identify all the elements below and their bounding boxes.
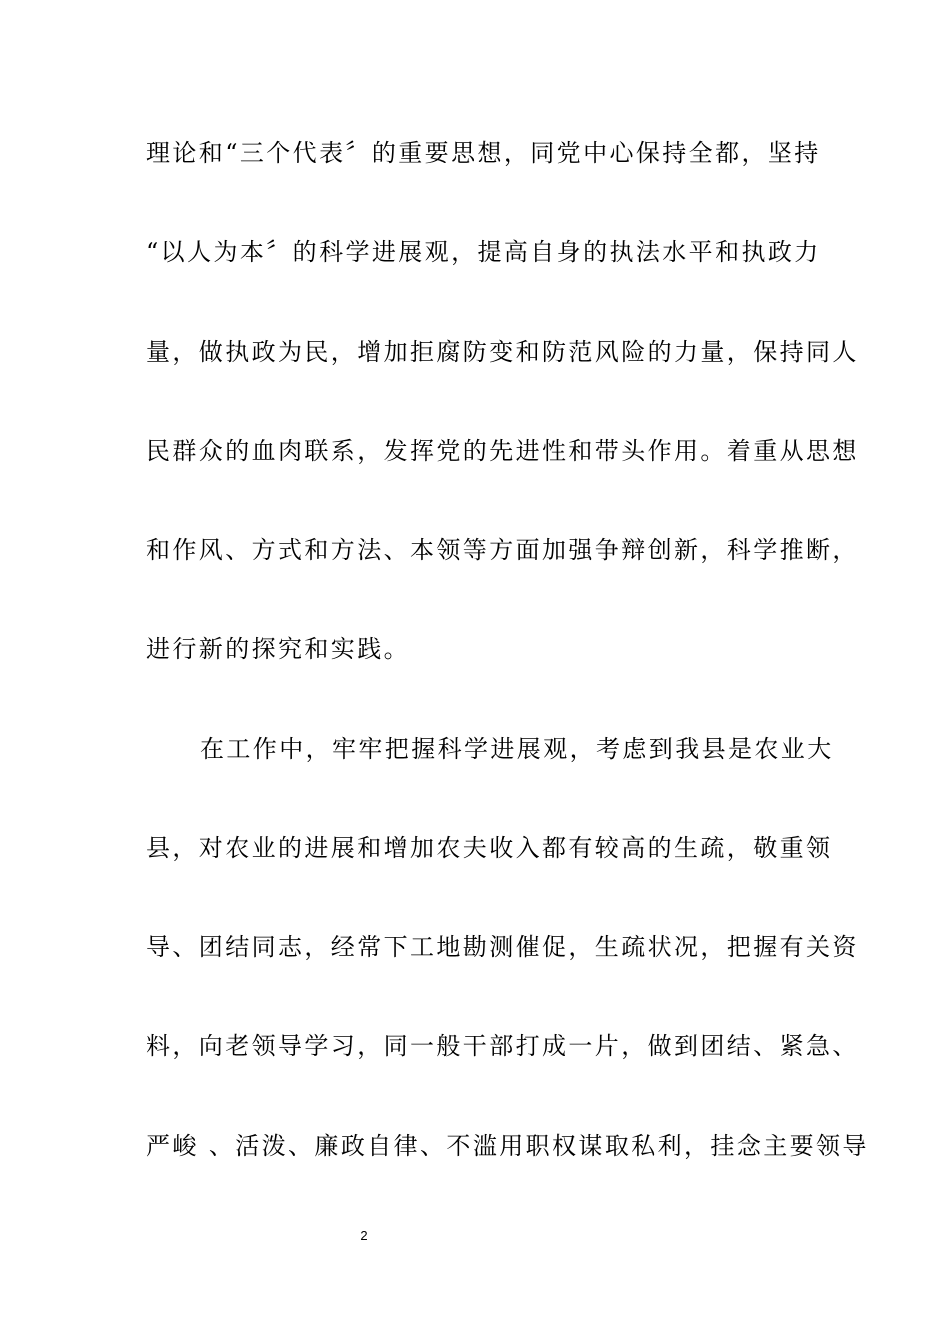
text-line: 严峻 、活泼、廉政自律、不滥用职权谋取私利，挂念主要领导 — [146, 1132, 869, 1160]
page-number: 2 — [360, 1228, 368, 1243]
text-line: 县，对农业的进展和增加农夫收入都有较高的生疏，敬重领 — [146, 834, 833, 862]
text-line: 进行新的探究和实践。 — [146, 635, 410, 663]
text-line: 民群众的血肉联系，发挥党的先进性和带头作用。着重从思想 — [146, 437, 859, 465]
text-line: 和作风、方式和方法、本领等方面加强争辩创新，科学推断， — [146, 536, 859, 564]
text-line: 量，做执政为民，增加拒腐防变和防范风险的力量，保持同人 — [146, 338, 859, 366]
text-line: 料，向老领导学习，同一般干部打成一片，做到团结、紧急、 — [146, 1032, 859, 1060]
text-line: 理论和“三个代表〞的重要思想，同党中心保持全都，坚持 — [146, 139, 821, 167]
paragraph-first-line: 在工作中，牢牢把握科学进展观，考虑到我县是农业大 — [200, 735, 834, 763]
text-line: 导、团结同志，经常下工地勘测催促，生疏状况，把握有关资 — [146, 933, 859, 961]
text-line: “以人为本〞的科学进展观，提高自身的执法水平和执政力 — [146, 238, 821, 266]
